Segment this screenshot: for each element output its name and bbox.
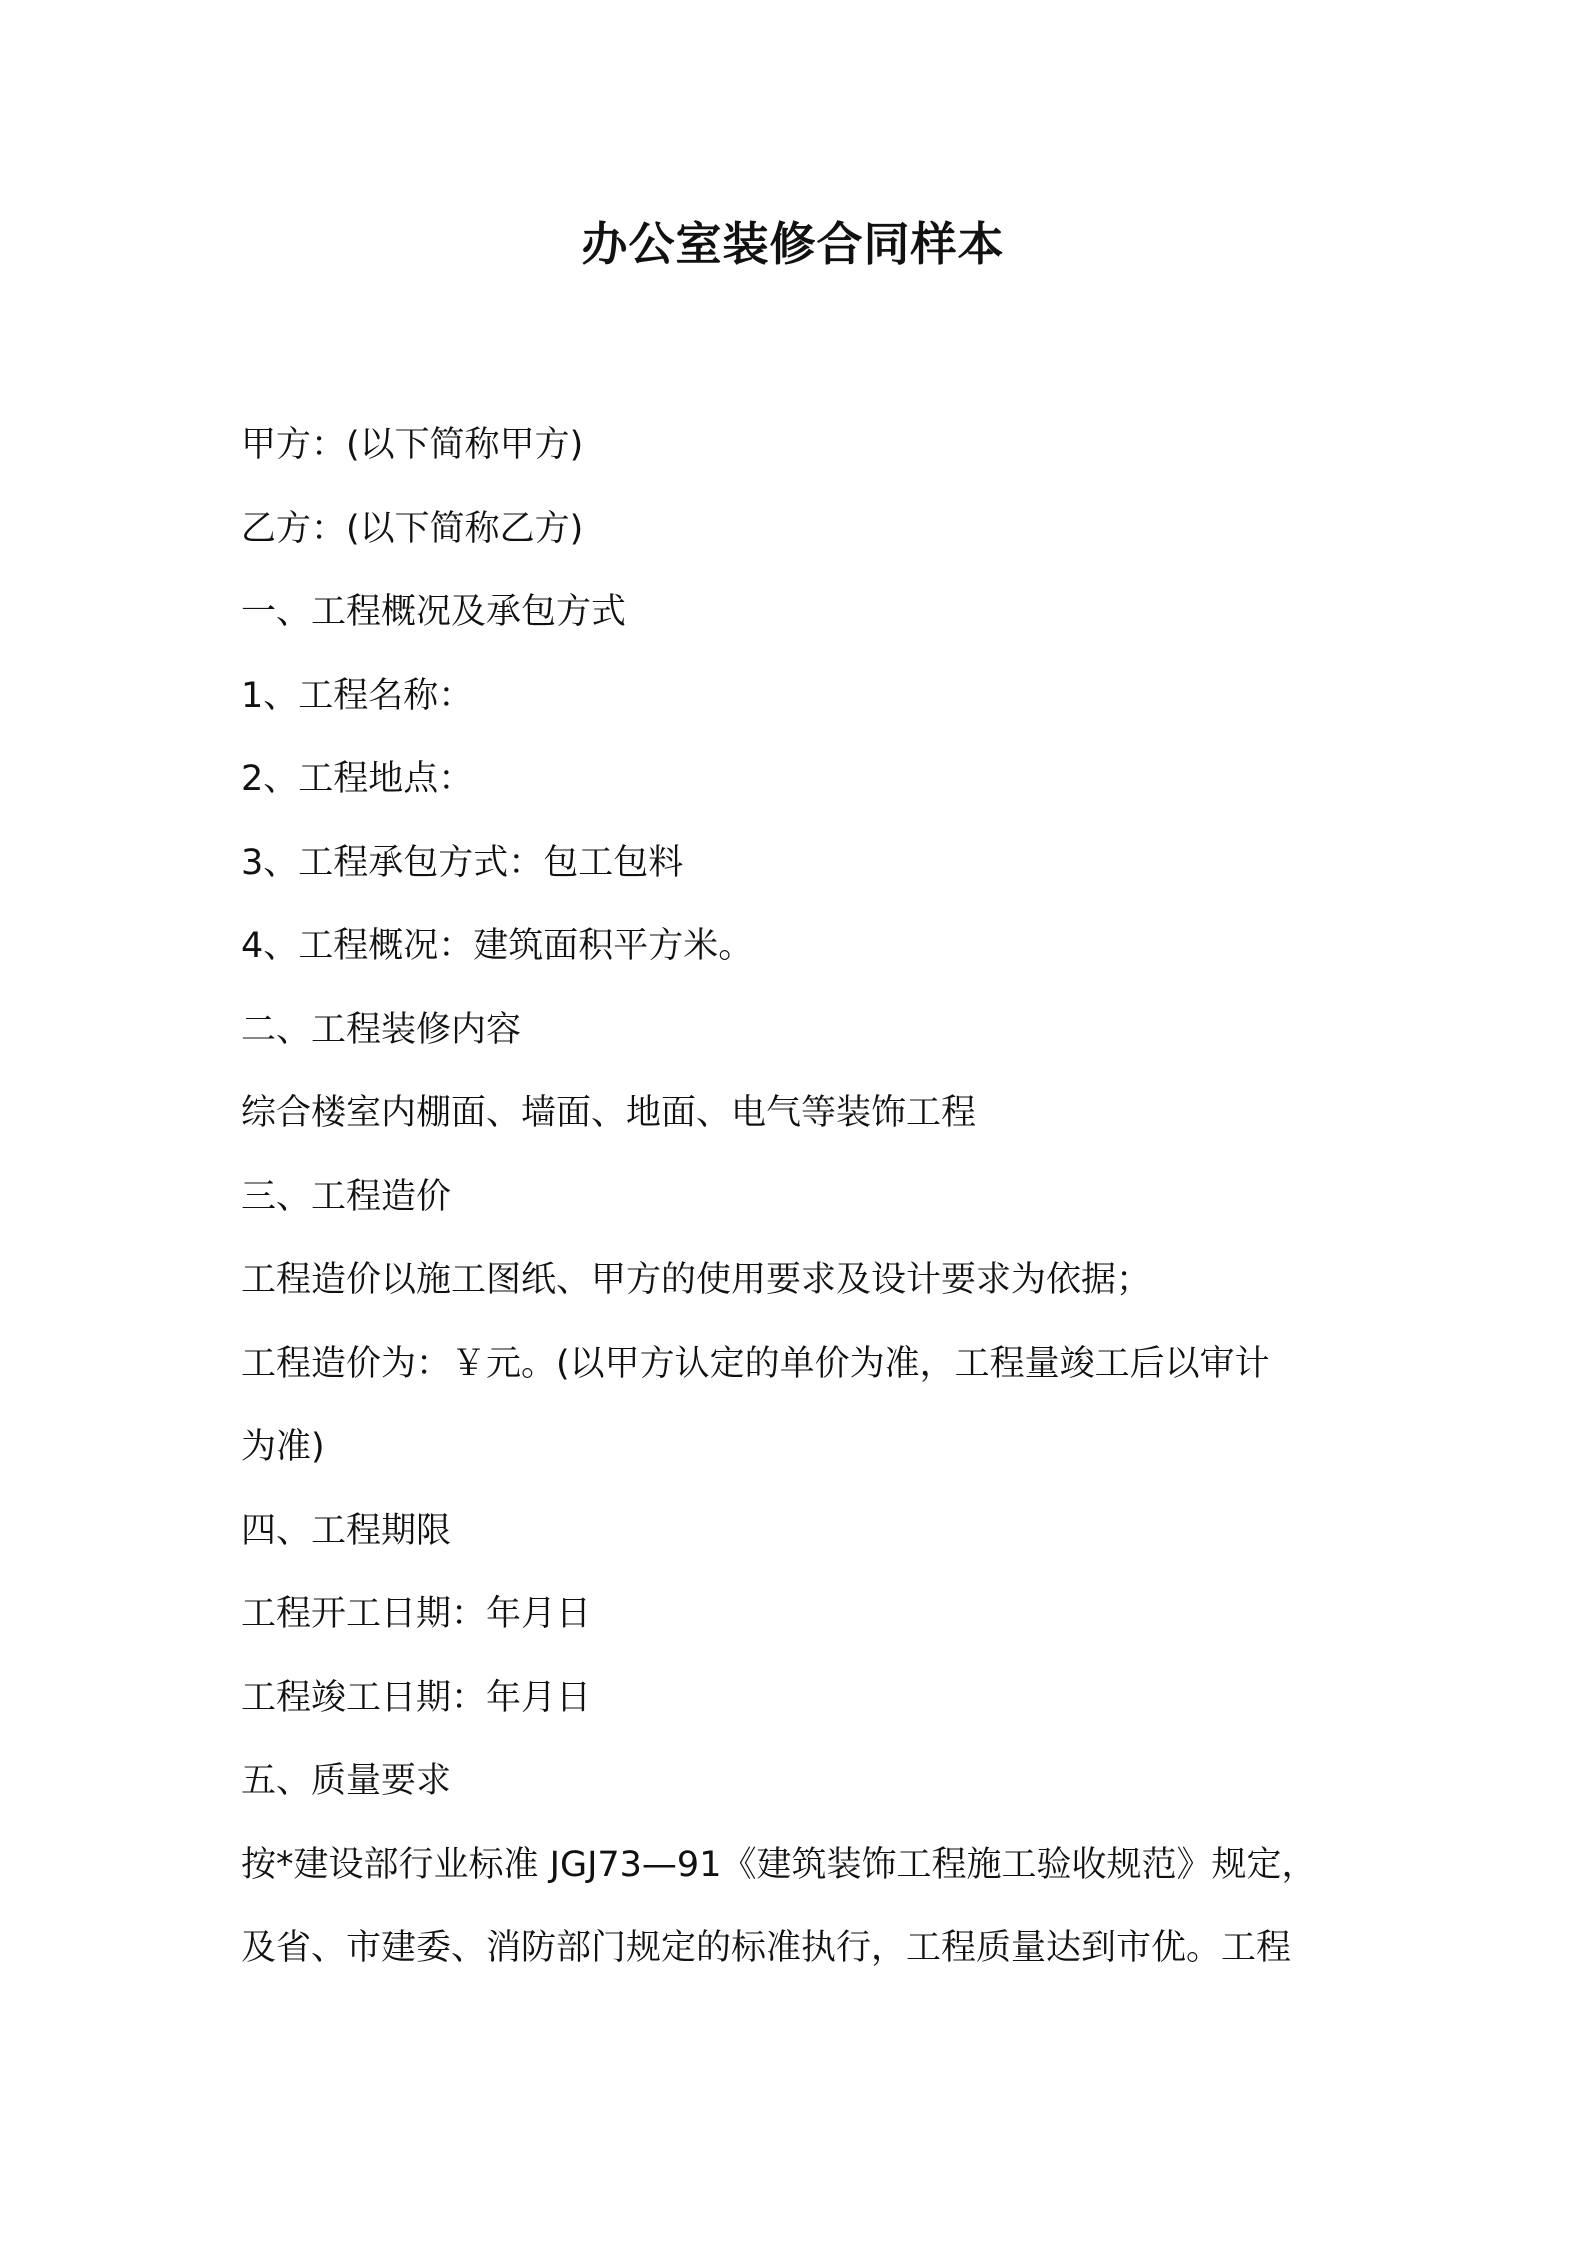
section-heading: 三、工程造价 <box>241 1176 452 1217</box>
section-heading: 五、质量要求 <box>241 1761 452 1801</box>
paragraph-line: 工程造价为：￥元。(以甲方认定的单价为准，工程量竣工后以审计 <box>241 1343 1270 1384</box>
paragraph-line: 按*建设部行业标准 JGJ73—91《建筑装饰工程施工验收规范》规定， <box>241 1844 1317 1885</box>
paragraph-line: 为准) <box>241 1427 325 1467</box>
paragraph-line: 4、工程概况：建筑面积平方米。 <box>241 926 754 966</box>
paragraph-line: 工程开工日期：年月日 <box>241 1594 592 1634</box>
paragraph-line: 2、工程地点： <box>241 759 474 799</box>
paragraph-line: 及省、市建委、消防部门规定的标准执行，工程质量达到市优。工程 <box>241 1928 1292 1968</box>
document-title: 办公室装修合同样本 <box>581 217 1005 271</box>
section-heading: 一、工程概况及承包方式 <box>241 592 627 632</box>
section-heading: 四、工程期限 <box>241 1510 452 1551</box>
paragraph-line: 综合楼室内棚面、墙面、地面、电气等装饰工程 <box>241 1093 977 1133</box>
section-heading: 二、工程装修内容 <box>241 1009 522 1050</box>
document-body <box>241 404 1361 1991</box>
party-b-line: 乙方：(以下简称乙方) <box>241 508 584 549</box>
paragraph-line: 3、工程承包方式：包工包料 <box>241 842 684 883</box>
paragraph-line: 工程竣工日期：年月日 <box>241 1677 592 1718</box>
party-a-line: 甲方：(以下简称甲方) <box>241 425 584 465</box>
paragraph-line: 1、工程名称： <box>241 675 474 716</box>
paragraph-line: 工程造价以施工图纸、甲方的使用要求及设计要求为依据； <box>241 1260 1152 1300</box>
